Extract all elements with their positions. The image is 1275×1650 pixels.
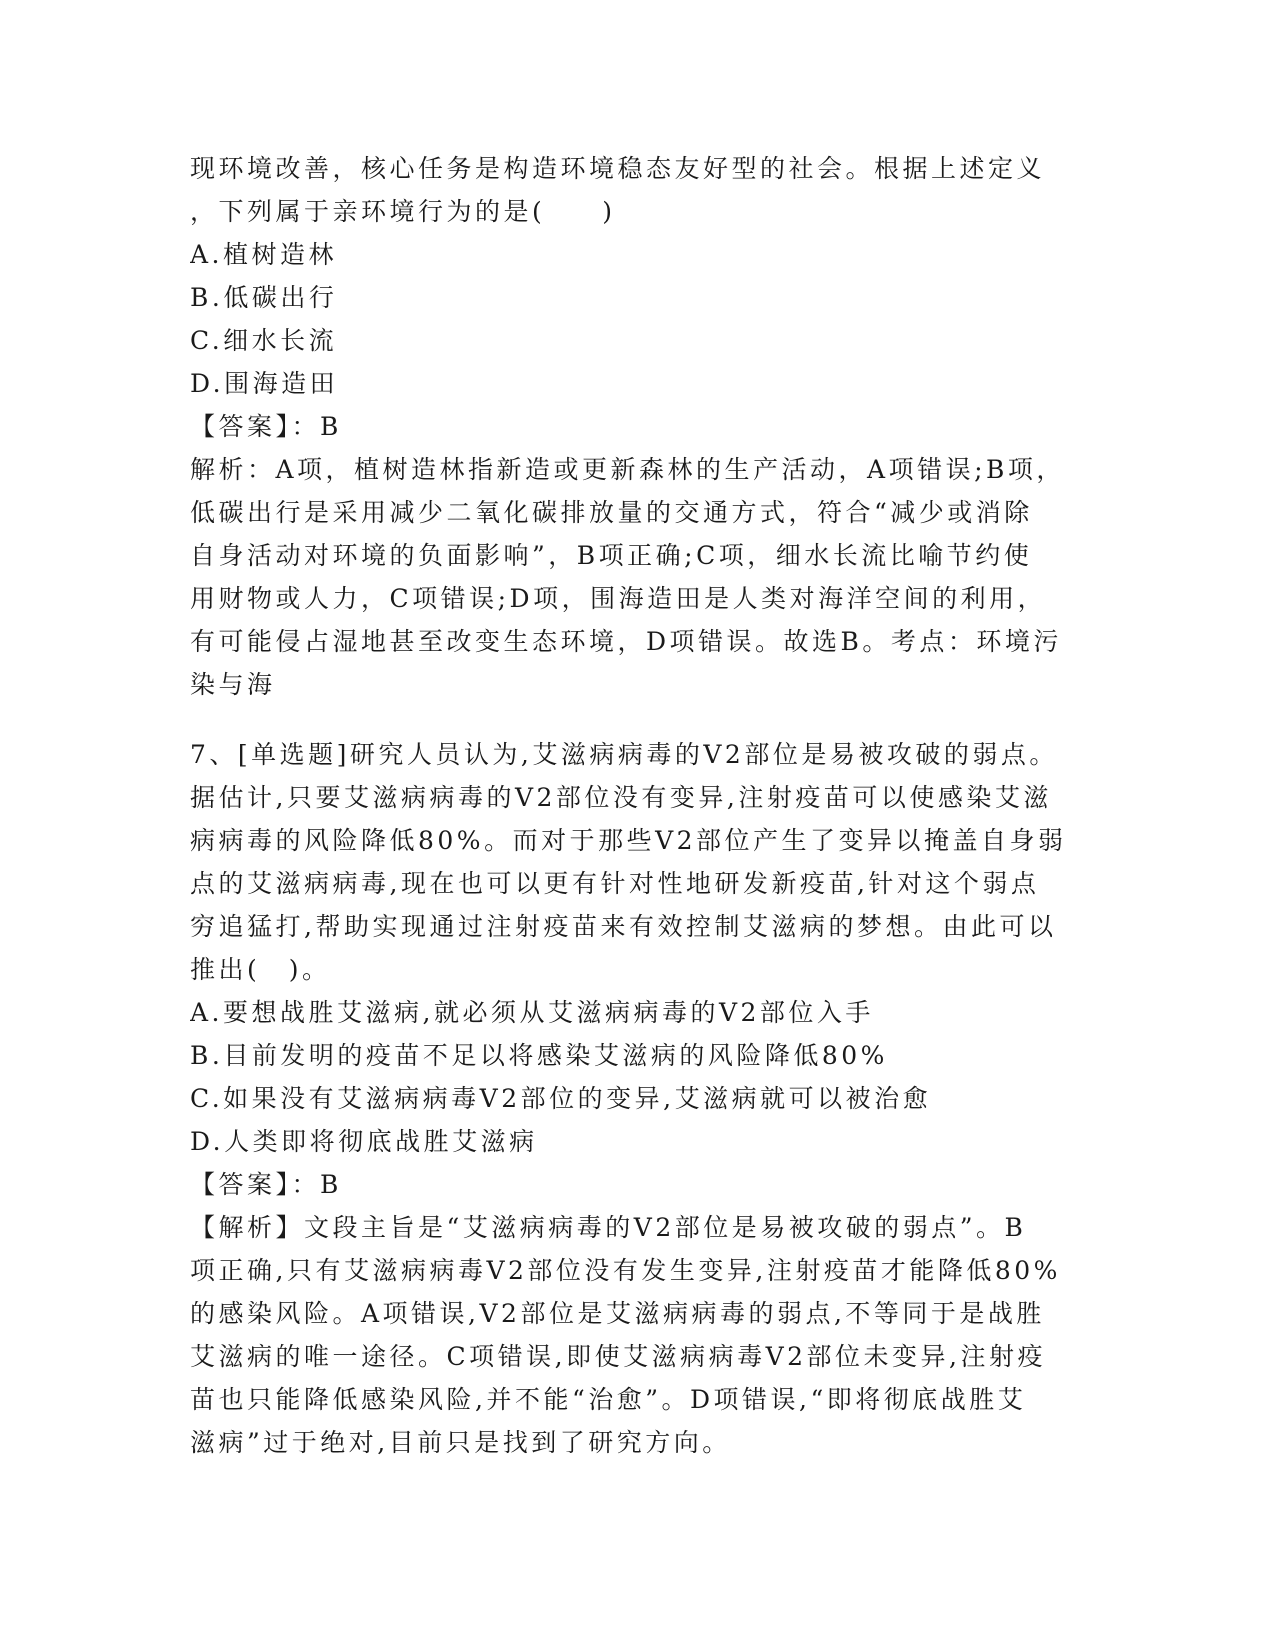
analysis-line: 自身活动对环境的负面影响”，B项正确;C项，细水长流比喻节约使 (190, 541, 1033, 570)
option-a: A.要想战胜艾滋病,就必须从艾滋病病毒的V2部位入手 (190, 998, 874, 1027)
question-stem-line: 穷追猛打,帮助实现通过注射疫苗来有效控制艾滋病的梦想。由此可以 (190, 912, 1057, 941)
option-d: D.围海造田 (190, 369, 339, 398)
answer-line: 【答案】：B (190, 412, 342, 441)
option-d: D.人类即将彻底战胜艾滋病 (190, 1127, 538, 1156)
answer-line: 【答案】：B (190, 1170, 342, 1199)
analysis-line: 艾滋病的唯一途径。C项错误,即使艾滋病病毒V2部位未变异,注射疫 (190, 1342, 1046, 1371)
question-stem-line: 点的艾滋病病毒,现在也可以更有针对性地研发新疫苗,针对这个弱点 (190, 869, 1040, 898)
question-stem-line: 病病毒的风险降低80%。而对于那些V2部位产生了变异以掩盖自身弱 (190, 826, 1067, 855)
option-b: B.目前发明的疫苗不足以将感染艾滋病的风险降低80% (190, 1041, 888, 1070)
analysis-line: 有可能侵占湿地甚至改变生态环境，D项错误。故选B。考点：环境污 (190, 627, 1062, 656)
analysis-line: 项正确,只有艾滋病病毒V2部位没有发生变异,注射疫苗才能降低80% (190, 1256, 1061, 1285)
question-7 (190, 733, 1090, 1464)
analysis-line: 低碳出行是采用减少二氧化碳排放量的交通方式，符合“减少或消除 (190, 498, 1033, 527)
question-stem-line: 据估计,只要艾滋病病毒的V2部位没有变异,注射疫苗可以使感染艾滋 (190, 783, 1052, 812)
question-stem-line: 现环境改善，核心任务是构造环境稳态友好型的社会。根据上述定义 (190, 154, 1046, 183)
analysis-line: 滋病”过于绝对,目前只是找到了研究方向。 (190, 1428, 731, 1457)
question-stem-line: ，下列属于亲环境行为的是( ) (190, 197, 616, 226)
option-c: C.细水长流 (190, 326, 338, 355)
analysis-line: 的感染风险。A项错误,V2部位是艾滋病病毒的弱点,不等同于是战胜 (190, 1299, 1045, 1328)
option-c: C.如果没有艾滋病病毒V2部位的变异,艾滋病就可以被治愈 (190, 1084, 932, 1113)
analysis-line: 苗也只能降低感染风险,并不能“治愈”。D项错误,“即将彻底战胜艾 (190, 1385, 1027, 1414)
question-stem-line: 推出( )。 (190, 955, 331, 984)
analysis-line: 染与海 (190, 670, 276, 699)
question-6-continued (190, 147, 1090, 706)
analysis-line: 【解析】文段主旨是“艾滋病病毒的V2部位是易被攻破的弱点”。B (190, 1213, 1027, 1242)
question-stem-line: 7、[单选题]研究人员认为,艾滋病病毒的V2部位是易被攻破的弱点。 (190, 740, 1058, 769)
option-a: A.植树造林 (190, 240, 338, 269)
analysis-line: 用财物或人力，C项错误;D项，围海造田是人类对海洋空间的利用， (190, 584, 1047, 613)
option-b: B.低碳出行 (190, 283, 338, 312)
analysis-line: 解析：A项，植树造林指新造或更新森林的生产活动，A项错误;B项， (190, 455, 1065, 484)
